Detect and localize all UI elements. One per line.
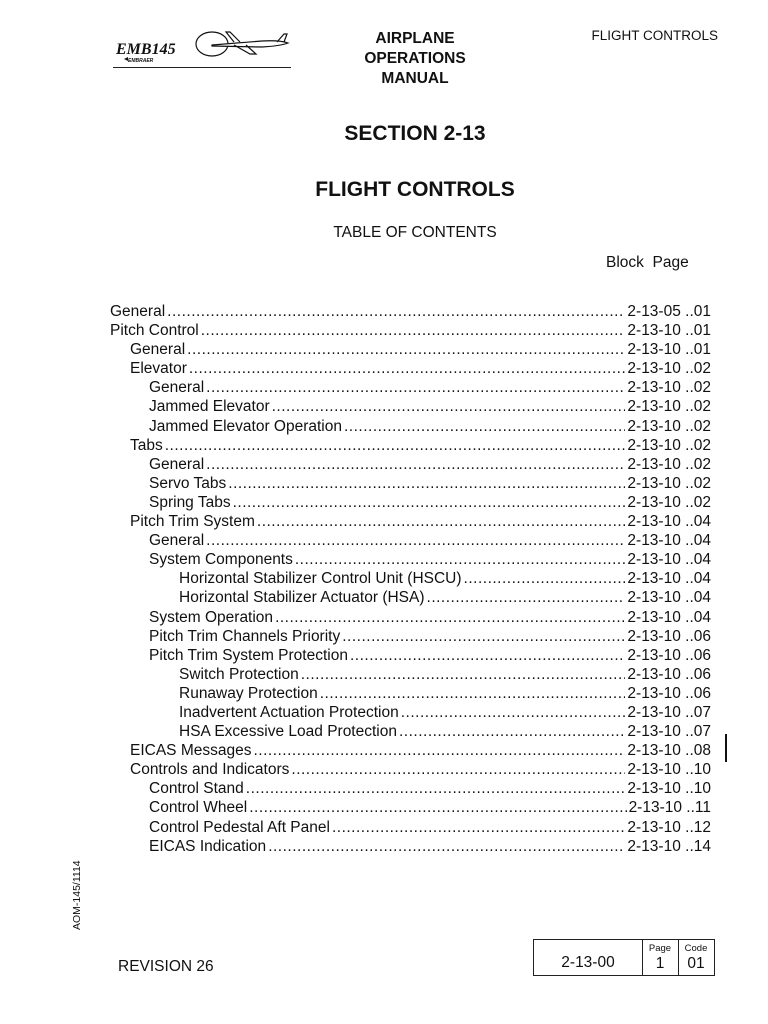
toc-entry: [110, 436, 711, 455]
manual-title: [330, 29, 500, 89]
toc-entry: [110, 302, 711, 321]
subject-title: FLIGHT CONTROLS: [315, 178, 515, 201]
manual-title-line: OPERATIONS: [364, 50, 466, 67]
dot-leader: [165, 436, 626, 455]
block-number: 2-13-00: [561, 954, 615, 971]
toc-entry-label: Pitch Trim Channels Priority: [149, 627, 341, 645]
toc-entry: [110, 378, 711, 397]
toc-entry-reference: 2-13-10 ..12: [627, 818, 711, 836]
toc-entry-reference: 2-13-10 ..06: [627, 646, 711, 664]
toc-entry-label: Inadvertent Actuation Protection: [179, 703, 399, 721]
running-header: FLIGHT CONTROLS: [591, 28, 718, 43]
toc-entry-label: EICAS Indication: [149, 837, 267, 855]
dot-leader: [272, 397, 626, 416]
toc-entry-label: Elevator: [130, 360, 187, 378]
toc-entry: [110, 417, 711, 436]
toc-entry-label: Horizontal Stabilizer Actuator (HSA): [179, 589, 425, 607]
toc-entry-label: General: [149, 532, 205, 550]
dot-leader: [342, 627, 625, 646]
logo-subtext: EMBRAER: [128, 58, 154, 64]
dot-leader: [301, 665, 626, 684]
toc-entry-reference: 2-13-10 ..02: [627, 493, 711, 511]
toc-entry: [110, 512, 711, 531]
airplane-icon: [196, 32, 288, 56]
toc-entry-reference: 2-13-10 ..02: [627, 417, 711, 435]
toc-entry-reference: 2-13-10 ..02: [627, 398, 711, 416]
toc-entry-reference: 2-13-10 ..04: [627, 589, 711, 607]
dot-leader: [167, 302, 625, 321]
toc-entry-label: Controls and Indicators: [130, 761, 290, 779]
toc-column-header: Block Page: [606, 254, 689, 271]
logo-underline: [113, 67, 291, 68]
toc-entry: [110, 741, 711, 760]
dot-leader: [268, 837, 625, 856]
toc-entry-label: Pitch Trim System: [130, 513, 255, 531]
section-title: SECTION 2-13: [344, 122, 486, 145]
manual-title-line: MANUAL: [381, 70, 449, 87]
dot-leader: [201, 321, 626, 340]
toc-entry-label: Servo Tabs: [149, 474, 227, 492]
toc-entry: [110, 588, 711, 607]
toc-entry: [110, 474, 711, 493]
toc-entry: [110, 321, 711, 340]
toc-entry-label: Spring Tabs: [149, 493, 231, 511]
dot-leader: [246, 779, 626, 798]
toc-entry-reference: 2-13-10 ..04: [627, 570, 711, 588]
toc-entry-reference: 2-13-10 ..04: [627, 551, 711, 569]
dot-leader: [233, 493, 626, 512]
toc-entry-reference: 2-13-10 ..01: [627, 341, 711, 359]
toc-entry: [110, 397, 711, 416]
toc-entry-reference: 2-13-10 ..04: [627, 513, 711, 531]
dot-leader: [291, 760, 625, 779]
dot-leader: [332, 818, 625, 837]
toc-entry: [110, 340, 711, 359]
toc-entry: [110, 359, 711, 378]
toc-entry-label: Switch Protection: [179, 665, 299, 683]
dot-leader: [249, 798, 626, 817]
toc-entry-reference: 2-13-10 ..14: [627, 837, 711, 855]
toc-entry-reference: 2-13-10 ..02: [627, 379, 711, 397]
document-code: AOM-145/1114: [71, 860, 83, 930]
dot-leader: [464, 569, 626, 588]
toc-entry-label: General: [110, 303, 166, 320]
toc-entry-reference: 2-13-05 ..01: [627, 303, 711, 320]
toc-entry-reference: 2-13-10 ..02: [627, 436, 711, 454]
page-caption: Page: [648, 943, 672, 954]
revision-label: REVISION 26: [118, 958, 214, 975]
toc-entry-label: General: [130, 341, 186, 359]
revision-change-bar: [725, 734, 727, 762]
code-caption: Code: [684, 943, 708, 954]
dot-leader: [253, 741, 625, 760]
toc-entry: [110, 627, 711, 646]
dot-leader: [228, 474, 625, 493]
manual-title-line: AIRPLANE: [375, 30, 455, 47]
toc-entry-label: Runaway Protection: [179, 684, 318, 702]
toc-entry-reference: 2-13-10 ..06: [627, 665, 711, 683]
toc-entry-reference: 2-13-10 ..07: [627, 703, 711, 721]
toc-entry-label: Pitch Trim System Protection: [149, 646, 348, 664]
dot-leader: [399, 722, 625, 741]
toc-entry-reference: 2-13-10 ..06: [627, 627, 711, 645]
dot-leader: [257, 512, 626, 531]
toc-entry-label: Control Stand: [149, 780, 244, 798]
toc-entry-reference: 2-13-10 ..07: [627, 723, 711, 741]
code-number: 01: [687, 955, 705, 972]
toc-entry-reference: 2-13-10 ..01: [627, 322, 711, 340]
toc-entry-label: Jammed Elevator Operation: [149, 417, 342, 435]
toc-entry-label: General: [149, 379, 205, 397]
toc-entry-label: General: [149, 455, 205, 473]
toc-entry-label: System Operation: [149, 608, 274, 626]
toc-entry: [110, 665, 711, 684]
toc-entry-label: Horizontal Stabilizer Control Unit (HSCU): [179, 570, 462, 588]
toc-entry-label: EICAS Messages: [130, 742, 252, 760]
toc-entry-reference: 2-13-10 ..06: [627, 684, 711, 702]
toc-title: TABLE OF CONTENTS: [333, 224, 497, 241]
toc-entry-reference: 2-13-10 ..10: [627, 780, 711, 798]
dot-leader: [275, 608, 625, 627]
block-cell: [534, 940, 643, 975]
dot-leader: [350, 646, 625, 665]
toc-entry: [110, 722, 711, 741]
dot-leader: [344, 417, 625, 436]
toc-entry: [110, 493, 711, 512]
toc-entry-reference: 2-13-10 ..08: [627, 742, 711, 760]
toc-entry-label: Jammed Elevator: [149, 398, 270, 416]
toc-entry-label: Pitch Control: [110, 322, 199, 340]
dot-leader: [206, 455, 625, 474]
toc-entry: [110, 779, 711, 798]
toc-entry: [110, 569, 711, 588]
toc-entry: [110, 550, 711, 569]
dot-leader: [295, 550, 626, 569]
toc-entry: [110, 703, 711, 722]
page-info-box: [533, 939, 715, 976]
toc-entry: [110, 818, 711, 837]
toc-entry-reference: 2-13-10 ..04: [627, 608, 711, 626]
toc-entry: [110, 646, 711, 665]
dot-leader: [187, 340, 625, 359]
toc-entry-label: Tabs: [130, 436, 163, 454]
dot-leader: [320, 684, 626, 703]
toc-entry: [110, 798, 711, 817]
toc-entry-label: System Components: [149, 551, 293, 569]
toc-entry: [110, 455, 711, 474]
dot-leader: [206, 378, 625, 397]
toc-entry-reference: 2-13-10 ..02: [627, 455, 711, 473]
dot-leader: [401, 703, 626, 722]
toc-entry-reference: 2-13-10 ..11: [628, 799, 711, 817]
page-number: 1: [655, 955, 665, 972]
code-cell: [678, 940, 714, 975]
page-cell: [642, 940, 679, 975]
dot-leader: [206, 531, 625, 550]
toc-entry: [110, 760, 711, 779]
toc-entry-reference: 2-13-10 ..04: [627, 532, 711, 550]
toc-entry-label: Control Pedestal Aft Panel: [149, 818, 330, 836]
toc-entry: [110, 531, 711, 550]
dot-leader: [427, 588, 626, 607]
toc-entry-label: Control Wheel: [149, 799, 248, 817]
table-of-contents: [110, 302, 711, 856]
logo-text: EMB145: [116, 41, 176, 58]
toc-entry: [110, 608, 711, 627]
toc-entry-reference: 2-13-10 ..02: [627, 474, 711, 492]
toc-entry-reference: 2-13-10 ..10: [627, 761, 711, 779]
dot-leader: [189, 359, 626, 378]
embraer-logo: [112, 24, 294, 70]
toc-entry: [110, 837, 711, 856]
toc-entry-label: HSA Excessive Load Protection: [179, 723, 397, 741]
toc-entry-reference: 2-13-10 ..02: [627, 360, 711, 378]
toc-entry: [110, 684, 711, 703]
